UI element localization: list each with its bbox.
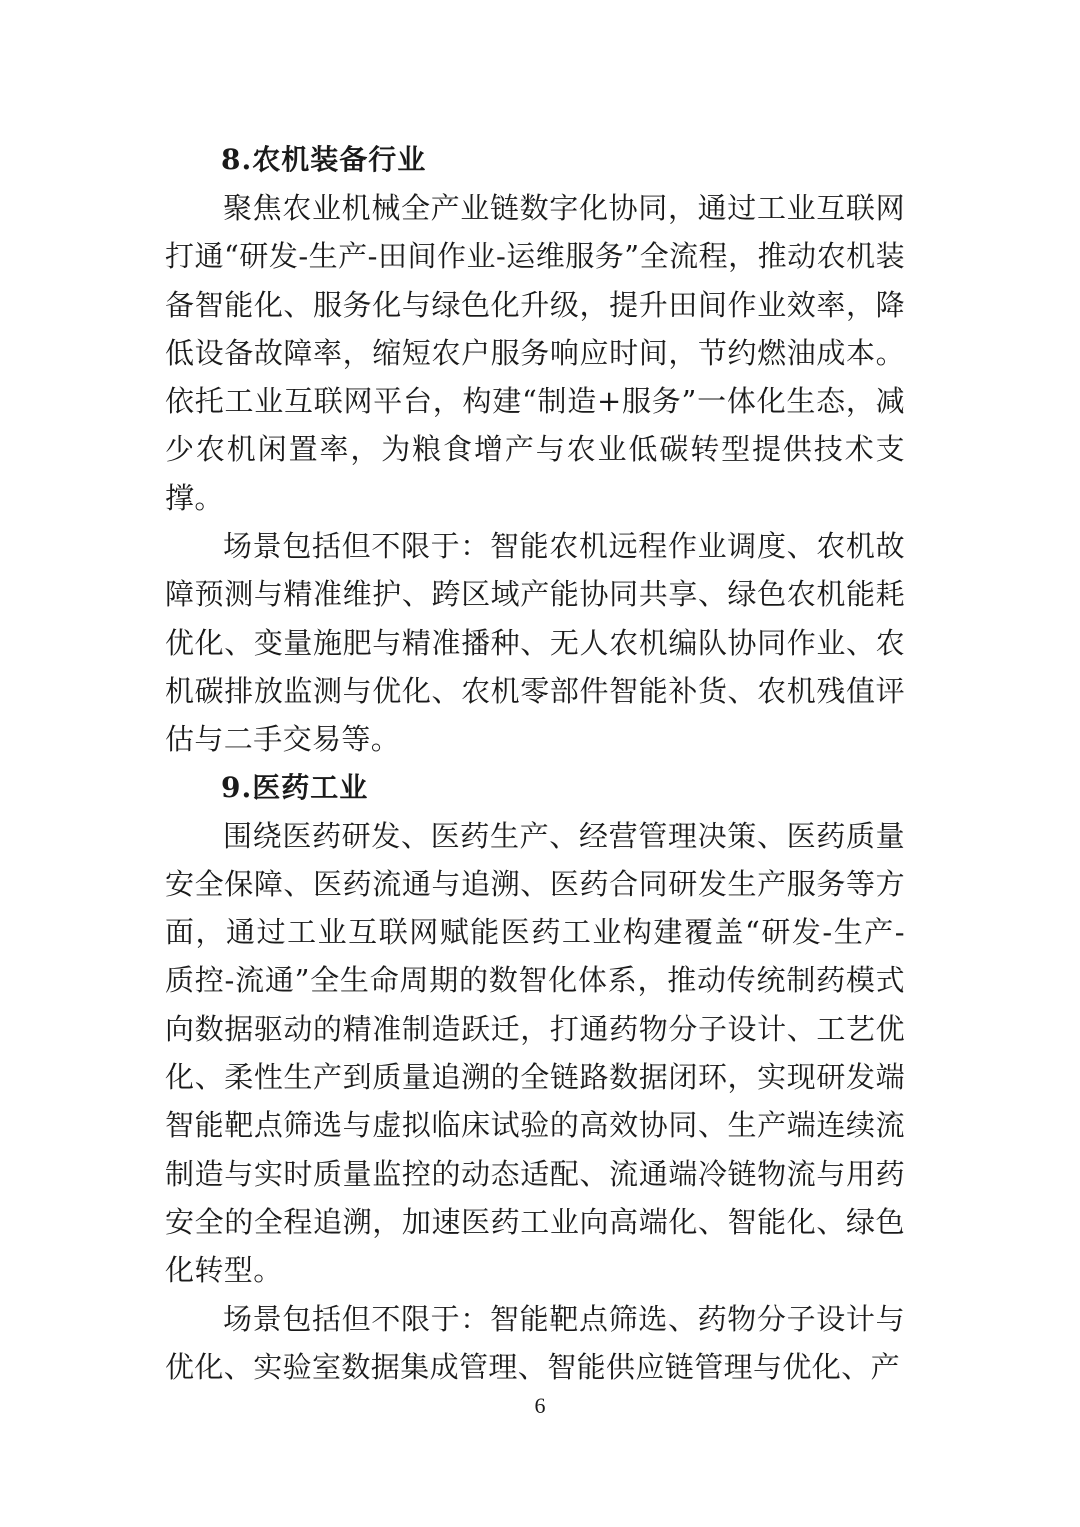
page-body — [165, 136, 905, 1391]
section-paragraph-pharma-overview: 围绕医药研发、医药生产、经营管理决策、医药质量安全保障、医药流通与追溯、医药合同研发生产服务等方面，通过工业互联网赋能医药工业构建覆盖“研发-生产-质控-流通”全生命周期的数智化体系，推动传统制药模式向数据驱动的精准制造跃迁，打通药物分子设计、工艺优化、柔性生产到质量追溯的全链路数据闭环，实现研发端智能靶点筛选与虚拟临床试验的高效协同、生产端连续流制造与实时质量监控的动态适配、流通端冷链物流与用药安全的全程追溯，加速医药工业向高端化、智能化、绿色化转型。 — [165, 818, 905, 1288]
section-pharma — [165, 764, 905, 1392]
section-heading-agri-machinery: 8.农机装备行业 — [221, 143, 427, 176]
section-paragraph-agri-scenarios: 场景包括但不限于：智能农机远程作业调度、农机故障预测与精准维护、跨区域产能协同共享、绿色农机能耗优化、变量施肥与精准播种、无人农机编队协同作业、农机碳排放监测与优化、农机零部件智能补货、农机残值评估与二手交易等。 — [165, 529, 905, 757]
section-agri-machinery — [165, 136, 905, 764]
section-heading-pharma: 9.医药工业 — [221, 770, 369, 804]
section-paragraph-pharma-scenarios: 场景包括但不限于：智能靶点筛选、药物分子设计与优化、实验室数据集成管理、智能供应链管理与优化、产 — [165, 1301, 905, 1384]
section-paragraph-agri-overview: 聚焦农业机械全产业链数字化协同，通过工业互联网打通“研发-生产-田间作业-运维服务”全流程，推动农机装备智能化、服务化与绿色化升级，提升田间作业效率，降低设备故障率，缩短农户服务响应时间，节约燃油成本。依托工业互联网平台，构建“制造+服务”一体化生态，减少农机闲置率，为粮食增产与农业低碳转型提供技术支撑。 — [165, 191, 905, 515]
page-number: 6 — [534, 1393, 546, 1418]
